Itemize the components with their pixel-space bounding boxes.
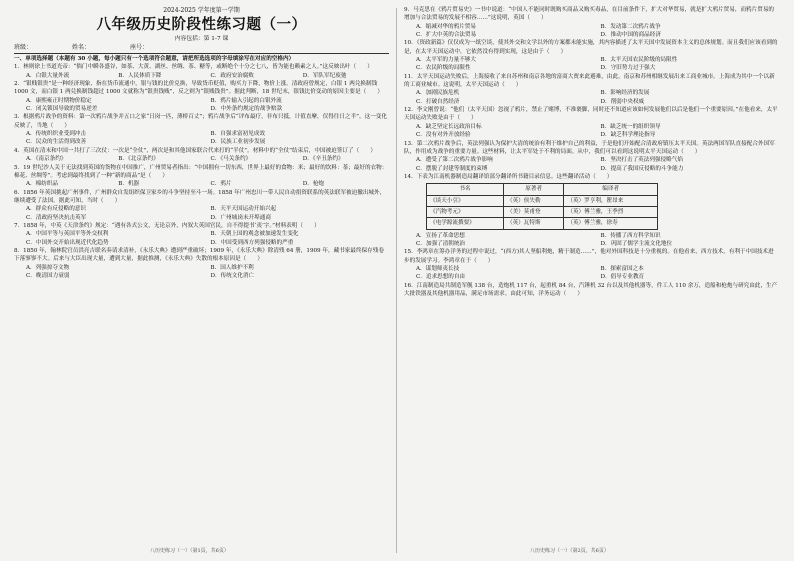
answer-option[interactable]: A．列强掠夺文物	[26, 264, 70, 271]
answer-options	[14, 180, 389, 188]
answer-option[interactable]: C．追求思想的自由	[416, 274, 466, 281]
question-stem: 12．李文刚曾说：“他们（太平天国）忽视了鸦片，禁止了赌博，不准裹脚，同时还不知道应该如何发展他们以后是他们一个重要原因。”在他看来，太平天国运动失败是由于（ ）	[404, 107, 778, 122]
answer-option[interactable]: B．鸦片输入引起的白银外流	[210, 97, 282, 104]
question-stem: 1．林则徐上书道光帝：“倘门中瞬各盛谷，如茶、大黄、湖丝、丝绸、茶、糖等，或断绝个十分之七八，皆为能也赖素之人。”这反映出叶（ ）	[14, 64, 373, 71]
answer-options	[14, 205, 389, 222]
answer-option[interactable]: B．机器	[118, 181, 140, 188]
answer-option[interactable]: B．自强求富初见成效	[210, 131, 265, 138]
question-stem: 8．1850 年，翰林院官员洪亮吉联名奏请求清补，《永乐大典》遭到严重破坏；1909 年，《永乐大典》除清残 64 册，1909 年，藏书家最终保存残卷下落寥寥不大。后来与大臣出现大量，遭到大量，据此推测，《永乐大典》失散的根本原因是（ ）	[14, 247, 384, 263]
question-item	[14, 189, 389, 222]
answer-option[interactable]: A．宣扬了革命思想	[416, 232, 465, 239]
answer-option[interactable]: D．中国受到西方列强侵略的严重	[210, 239, 294, 246]
answer-option[interactable]: D．传统文化消亡	[210, 272, 255, 279]
answer-option[interactable]: B．《北京条约》	[118, 156, 159, 163]
question-item	[404, 248, 779, 281]
student-info-row	[14, 44, 389, 54]
content-scope: 内容包括：第 1-7 课	[174, 36, 229, 43]
answer-option[interactable]: C．民众的生活得到改善	[26, 139, 87, 146]
answer-option[interactable]: D．民族工业初步发展	[210, 139, 266, 146]
seat-field-label: 座号：	[130, 43, 149, 51]
table-header-cell: 书名	[427, 184, 504, 195]
answer-options	[404, 156, 779, 173]
answer-option[interactable]: A．棉纺织品	[26, 181, 59, 188]
answer-options	[404, 265, 779, 282]
left-column	[14, 6, 389, 280]
table-row	[427, 206, 658, 217]
table-row	[427, 218, 658, 229]
answer-option[interactable]: B．影响经济的发展	[600, 90, 650, 97]
answer-option[interactable]: C．加强了清朝统治	[416, 240, 466, 247]
answer-option[interactable]: C．扩大中英的合法贸易	[416, 32, 477, 39]
table-cell: （美）莫甫登	[504, 206, 564, 217]
table-cell: 《电学源流撰要》	[427, 218, 504, 229]
answer-option[interactable]: A．缩减对华的鸦片贸易	[416, 23, 476, 30]
answer-option[interactable]: C．鸦片	[210, 181, 232, 188]
page-footer-right: 八历史练习（一）（第2页，共6页）	[530, 548, 609, 554]
question-item	[14, 113, 389, 146]
answer-options	[404, 89, 779, 106]
answer-option[interactable]: D．枪炮	[302, 181, 325, 188]
question-item	[14, 164, 389, 189]
answer-options	[14, 264, 389, 281]
answer-option[interactable]: C．政府安治腐败	[210, 72, 254, 79]
answer-option[interactable]: D．推动中国的商品经济	[600, 32, 661, 39]
question-stem: 9．马克思在《鸦片贸易史》一书中说道：“中国人不能同时既购买商品又购买毒品，在目前条件下，扩大对华贸易，就是扩大鸦片贸易，而鸦片贸易的增加与合法贸易的发展不相容……”这说明，英国（ ）	[404, 7, 775, 22]
answer-options	[404, 232, 779, 249]
table-header-cell: 原著者	[504, 184, 564, 195]
answer-option[interactable]: B．太平天国农民阶级的局限性	[600, 57, 678, 64]
answer-option[interactable]: A．《南京条约》	[26, 156, 67, 163]
question-stem: 16．江南制造局共制造军舰 138 台，造炮机 117 台，起重机 84 台，汽锤机 32 台以及其他机器等，件工人 110 余万，造船和枪炮与研究由此，生产大批铁器及其他机器用品，满足市场需求。由此可知，洋务运动（ ）	[404, 282, 778, 297]
question-item	[14, 63, 389, 80]
answer-option[interactable]: A．白银大量外流	[26, 72, 70, 79]
table-cell: （英）傅兰雅，王季烈	[564, 206, 658, 217]
answer-option[interactable]: D．巩固了儒学主流文化地位	[600, 240, 673, 247]
question-stem: 7．1858 年，中英《天津条约》规定：“遇有各式公文，无论京外，内叙大英国官民，自不得提书‘夷’字。”材料表明（ ）	[14, 222, 320, 229]
answer-option[interactable]: A．缺乏坚定长远政治目标	[416, 123, 482, 130]
answer-option[interactable]: A．太平军的力量不够大	[416, 57, 476, 64]
answer-option[interactable]: C．没有对外开放经验	[416, 132, 471, 139]
table-row	[427, 195, 658, 206]
name-field-label: 姓名：	[72, 43, 91, 51]
answer-options	[404, 23, 779, 40]
question-stem: 5．19 世纪沙人关于无法找到英国的货物在中国推广，广州贸易者指出：“中国拥有一切东西，世界上最好的食物：米；最好的饮料：茶；最好的衣物：棉花、丝绸等”。考虑到最终找到了一种“新的商品”是（ ）	[14, 164, 388, 179]
question-stem: 14．下表为江南机器制造局翻译馆部分翻译所书籍目录信息。这些翻译活动（ ）	[404, 173, 613, 180]
answer-option[interactable]: B．坚决打击了英法列强侵略气焰	[600, 157, 683, 164]
answer-option[interactable]: B．发动第二次鸦片战争	[600, 23, 661, 30]
answer-option[interactable]: B．传播了西方科学知识	[600, 232, 661, 239]
question-stem: 6．1856 年英国挑起广州事件，广州群众自发组织保卫家乡的斗争坚持至斗一场。1858 年广州忠川一带人民自动捐资联系的英法联军被迫撤出城外，继续遭受了法国。据此可知，当时（ ）	[14, 189, 386, 204]
question-item	[404, 282, 779, 299]
question-stem: 10．《资政新篇》仅仅成为一纸空谈，使其外交和文学以外的方案都未能实施，其内容描述了太平天国中发展资本主义的总体规划。而且我们应该看到的是，在太平天国运动中，它依然没有得到实现，这是由于（ ）	[404, 40, 778, 55]
question-stem: 4．英国在清末和中国一共打了三次仗：一次是“全仗”，两次是和其他国家联合代来打的“半仗”。材料中的“全仗”结束后，中国被迫签订了（ ）	[14, 147, 376, 154]
answer-option[interactable]: A．群众有反侵略的意识	[26, 206, 86, 213]
question-stem: 13．第二次鸦片战争后，英法列强认为保护大清的统治有利于维护自己的利益，于是他们开始配合清政府镇压太平天国。英法两国军队直接配合外国军队，作用成为战争的重要力量。这些材料，让太平军处于不利的局面。从中，我们可以看到这说明太平天国运动（ ）	[404, 140, 775, 155]
answer-options	[14, 155, 389, 163]
question-item	[404, 73, 779, 106]
answer-options	[404, 123, 779, 140]
question-list-right	[404, 6, 779, 298]
answer-option[interactable]: C．《马关条约》	[210, 156, 252, 163]
answer-option[interactable]: B．天朝上国的观念被加速发生变化	[210, 231, 299, 238]
right-column	[404, 6, 779, 298]
answer-options	[14, 72, 389, 80]
question-stem: 2．“银贱银贵”是一种经济现象，指在货币流通中，银与钱的比价兑换，导致货币贬值，购买力下降，物价上涨。清政府曾规定，白银 1 两兑换制钱 1000 文，而白银 1 两兑换制钱超过 1000 文就称为“银贵钱贱”，反之则为“银贱钱贵”。据此判断，18 世纪末，银钱比价变动的原因主要是（ ）	[14, 81, 383, 96]
answer-option[interactable]: A．遭受了第二次鸦片战争影响	[416, 157, 493, 164]
books-table	[426, 183, 658, 229]
answer-options	[14, 97, 389, 114]
answer-option[interactable]: D．缺乏科学理论指导	[600, 132, 656, 139]
question-item	[404, 39, 779, 72]
question-item	[404, 140, 779, 173]
answer-option[interactable]: B．人民体质下降	[118, 72, 162, 79]
answer-option[interactable]: C．打破自然经济	[416, 98, 460, 105]
question-item	[14, 222, 389, 247]
section-heading: 一、单项选择题（本题有 30 小题，每小题只有一个选项符合题意，请把所选选项的字母填涂写在对应的空格内）	[14, 56, 295, 63]
answer-option[interactable]: D．《辛丑条约》	[302, 156, 344, 163]
table-header-cell: 编译者	[564, 184, 658, 195]
class-field-label: 班级：	[14, 43, 33, 51]
answer-option[interactable]: C．摆脱了封建等制度的束缚	[416, 165, 488, 172]
answer-option[interactable]: D．守旧势力过于强大	[600, 65, 656, 72]
table-cell: （英）傅兰雅，徐寿	[564, 218, 658, 229]
answer-option[interactable]: D．提高了我国反侵略的斗争能力	[600, 165, 684, 172]
answer-option[interactable]: B．国人维护不利	[210, 264, 254, 271]
question-item	[14, 147, 389, 164]
question-item	[404, 6, 779, 39]
table-cell: （英）瓦特斯	[504, 218, 564, 229]
page-footer-left: 八历史练习（一）（第1页，共6页）	[150, 548, 229, 554]
answer-option[interactable]: A．传统织织业受到冲击	[26, 131, 86, 138]
table-cell: （英）罗亨利，瞿昂来	[564, 195, 658, 206]
answer-option[interactable]: C．闭关锁国导致的贸易逆差	[26, 106, 98, 113]
question-item	[14, 80, 389, 113]
table-cell: 《谈天小引》	[427, 195, 504, 206]
question-list-left	[14, 63, 389, 280]
answer-options	[14, 230, 389, 247]
answer-option[interactable]: B．缺乏统一的组织领导	[600, 123, 661, 130]
term-label: 2024-2025 学年度第一学期	[163, 7, 240, 14]
page-title: 八年级历史阶段性练习题（一）	[96, 17, 307, 34]
answer-option[interactable]: A．谋划师夷长技	[416, 265, 460, 272]
table-cell: 《汽物考元》	[427, 206, 504, 217]
answer-option[interactable]: D．中外条约规定的战争赔款	[210, 106, 283, 113]
question-stem: 15．李鸿章在筹办洋务的过程中说过，“(西方)其人坚船利炮，精于制造……”，他对外国科技是十分重视的。在他看来，西方技术，有利于中国技术进步的发展学习。李鸿章在于（ ）	[404, 249, 774, 264]
question-item	[404, 173, 779, 248]
answer-options	[404, 56, 779, 73]
question-item	[404, 106, 779, 139]
answer-option[interactable]: B．天平天国运动开始兴起	[210, 206, 277, 213]
answer-option[interactable]: C．中国外交开始出现近代化趋势	[26, 239, 109, 246]
answer-option[interactable]: A．中国平等与英国平等外交权利	[26, 231, 109, 238]
answer-option[interactable]: D．倡导专业教育	[600, 274, 645, 281]
question-stem: 3．根据鸦片战争的资料：第一次鸦片战争并五口之家“日岗一匹，薄桥百丈”；鸦片战争后“评布最疗，非布只抵，计值直摩，仅得往日之半”。这一变化反映了，当地（ ）	[14, 114, 387, 129]
answer-option[interactable]: C．农民阶级的局限性	[416, 65, 471, 72]
answer-option[interactable]: C．清政府坚决抗击英军	[26, 214, 87, 221]
answer-options	[14, 130, 389, 147]
answer-option[interactable]: A．加剧民族危机	[416, 90, 460, 97]
answer-option[interactable]: A．康熙雍正时期物价稳定	[26, 97, 92, 104]
answer-option[interactable]: D．广州城岗未开埠通商	[210, 214, 271, 221]
answer-option[interactable]: D．削弱中央权威	[600, 98, 645, 105]
question-stem: 11．太平天国运动失败后，上海接收了来自苏州和南京各地的富商大贾来此避难，由此，南京和苏州相继发展出来工商业城市。上海成为其中一个以新的工商业城市。这说明，太平天国运动（ ）	[404, 73, 775, 89]
answer-option[interactable]: C．晚清国力衰弱	[26, 272, 70, 279]
column-divider	[396, 8, 397, 553]
question-item	[14, 247, 389, 280]
answer-option[interactable]: B．探索富国之本	[600, 265, 644, 272]
table-cell: （英）侯失勒	[504, 195, 564, 206]
answer-option[interactable]: D．军队军纪废弛	[302, 72, 347, 79]
